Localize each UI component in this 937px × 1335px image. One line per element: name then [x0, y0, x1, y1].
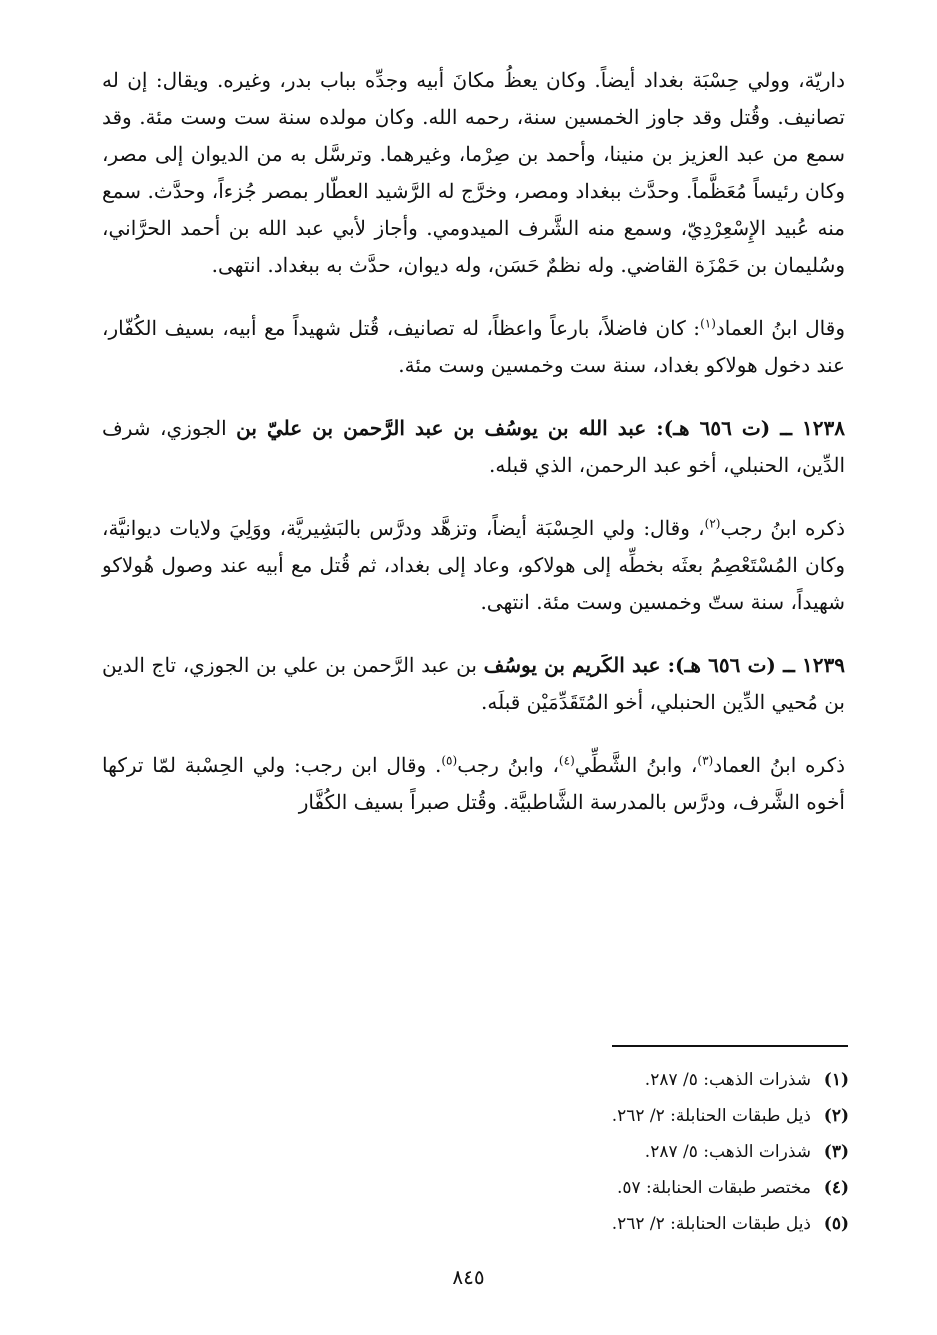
- footnote-text: ذيل طبقات الحنابلة: ٢/ ٢٦٢.: [611, 1214, 811, 1234]
- entry-1239: [102, 647, 845, 721]
- page-number: ٨٤٥: [452, 1265, 485, 1289]
- footnote-divider: [612, 1045, 848, 1047]
- footnote-item: [429, 1098, 849, 1134]
- entry-text: بن عبد الرَّحمن بن علي بن الجوزي، تاج الدين بن مُحيي الدِّين الحنبلي، أخو المُتَقَدِّمَيْن قبلَه.: [102, 653, 845, 714]
- entry-heading: ١٢٣٨ ــ (ت ٦٥٦ هـ): عبد الله بن يوسُف بن عبد الرَّحمن بن عليّ بن: [236, 416, 845, 440]
- paragraph-text: ذكره ابنُ رجب: [720, 516, 845, 540]
- footnote-text: ذيل طبقات الحنابلة: ٢/ ٢٦٢.: [611, 1106, 811, 1126]
- footnotes-list: [429, 1062, 849, 1242]
- paragraph-sources: [102, 747, 845, 821]
- footnote-ref-4[interactable]: (٤): [558, 753, 575, 768]
- footnote-number: (١): [823, 1070, 849, 1090]
- footnote-ref-3[interactable]: (٣): [697, 753, 714, 768]
- paragraph-ibn-rajab-quote: [102, 510, 845, 621]
- paragraph-text: ، وقال: ولي الحِسْبَة أيضاً، وتزهَّد ودرَّس بالبَشِيريَّة، ووَلِيَ ولايات ديوانيَّة، وكان المُسْتَعْصِمُ بعثَه بخطِّه إلى هولاكو، وعاد إلى بغداد، ثم قُتل مع أبيه عند وصول هُولاكو شهيداً، سنة ستّ وخمسين وست مئة. انتهى.: [102, 516, 845, 614]
- paragraph-text: . وقال ابن رجب: ولي الحِسْبة لمّا تركها أخوه الشَّرف، ودرَّس بالمدرسة الشَّاطبيَّة. وقُتل صبراً بسيف الكُفَّار: [102, 753, 845, 814]
- footnote-text: شذرات الذهب: ٥/ ٢٨٧.: [644, 1142, 811, 1162]
- footnote-ref-5[interactable]: (٥): [441, 753, 458, 768]
- paragraph-text: ذكره ابنُ العماد: [713, 753, 845, 777]
- paragraph-text: : كان فاضلاً، بارعاً واعظاً، له تصانيف، قُتل شهيداً مع أبيه، بسيف الكُفّار، عند دخول هولاكو بغداد، سنة ست وخمسين وست مئة.: [102, 316, 845, 377]
- paragraph-text: وقال ابنُ العماد: [715, 316, 845, 340]
- footnote-item: [429, 1062, 849, 1098]
- footnote-ref-1[interactable]: (١): [700, 316, 716, 331]
- footnote-item: [429, 1170, 849, 1206]
- paragraph-text: ، وابنُ رجب: [457, 753, 559, 777]
- footnote-text: مختصر طبقات الحنابلة: ٥٧.: [616, 1178, 811, 1198]
- footnote-number: (٤): [823, 1178, 849, 1198]
- paragraph-text: داريّة، وولي حِسْبَة بغداد أيضاً. وكان يعظُ مكانَ أبيه وجدِّه بباب بدر، وغيره. ويقال: إن له تصانيف. وقُتل وقد جاوز الخمسين سنة، رحمه الله. وكان مولده سنة ست وست مئة. وقد سمع من عبد العزيز بن منينا، وأحمد بن صِرْما، وغيرهما. وترسَّل به من الديوان إلى مصر، وكان رئيساً مُعَظَّماً. وحدَّث ببغداد ومصر، وخرَّج له الرَّشيد العطّار بمصر جُزءاً، وحدَّث. سمع منه عُبيد الإِسْعِرْدِيّ، وسمع منه الشَّرف الميدومي. وأجاز لأبي عبد الله بن أحمد الحرَّاني، وسُليمان بن حَمْزَة القاضي. وله نظمٌ حَسَن، وله ديوان، حدَّث به ببغداد. انتهى.: [102, 68, 845, 277]
- entry-1238: [102, 410, 845, 484]
- entry-text: الجوزي، شرف الدِّين، الحنبلي، أخو عبد الرحمن، الذي قبله.: [102, 416, 845, 477]
- footnote-number: (٢): [823, 1106, 849, 1126]
- footnote-number: (٥): [823, 1214, 849, 1234]
- paragraph-ibn-al-imad-quote: [102, 310, 845, 384]
- footnote-item: [429, 1206, 849, 1242]
- footnote-number: (٣): [823, 1142, 849, 1162]
- footnote-text: شذرات الذهب: ٥/ ٢٨٧.: [644, 1070, 811, 1090]
- footnote-item: [429, 1134, 849, 1170]
- paragraph-continuation: [102, 62, 845, 284]
- footnote-ref-2[interactable]: (٢): [704, 516, 721, 531]
- entry-heading: ١٢٣٩ ــ (ت ٦٥٦ هـ): عبد الكَريم بن يوسُف: [483, 653, 845, 677]
- paragraph-text: ، وابنُ الشَّطِّي: [574, 753, 698, 777]
